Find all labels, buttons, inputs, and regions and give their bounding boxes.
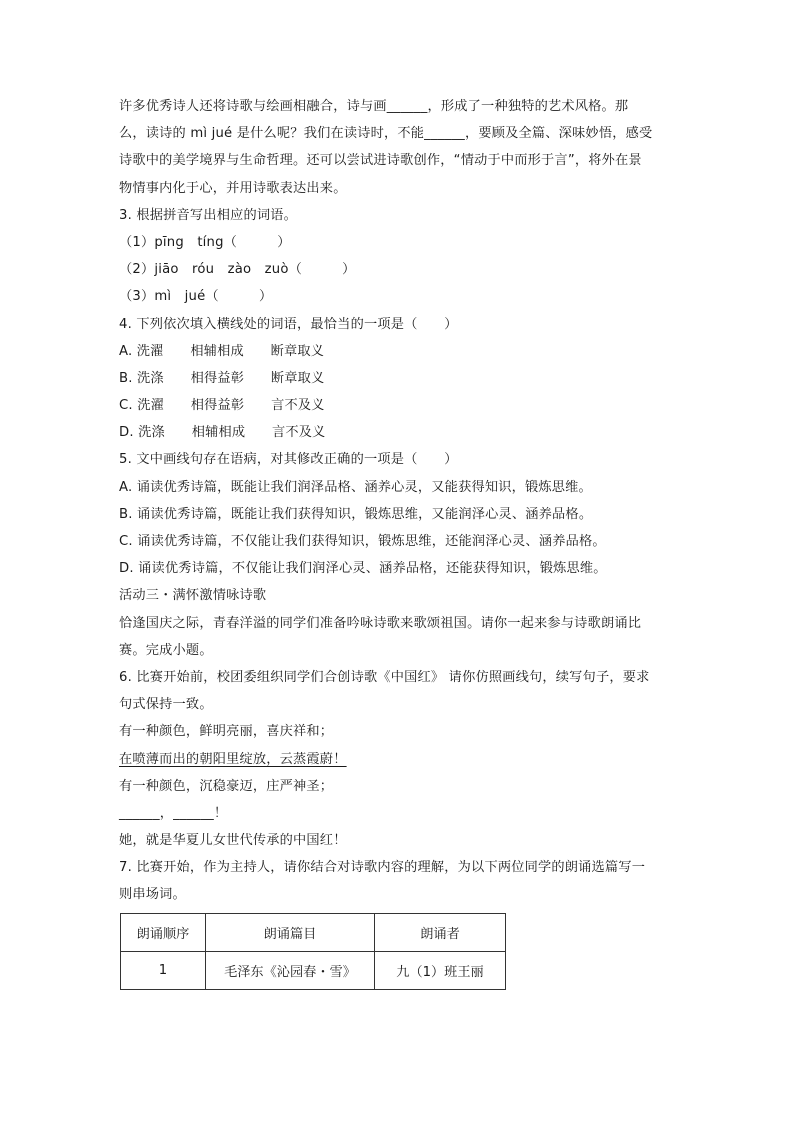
question-5-title: 5. 文中画线句存在语病，对其修改正确的一项是（ ） [119, 452, 458, 468]
question-5-option-b: B. 诵读优秀诗篇，既能让我们获得知识，锻炼思维，又能润泽心灵、涵养品格。 [119, 506, 593, 522]
table-cell: 九（1）班王丽 [375, 952, 506, 990]
question-3-item-1: （1）pīng tíng（ ） [119, 234, 291, 250]
poem-line: 有一种颜色，沉稳豪迈，庄严神圣； [119, 778, 334, 794]
recitation-table [120, 913, 506, 990]
table-header: 朗诵者 [375, 914, 506, 952]
document-body [119, 93, 679, 909]
poem-blank-line: ______，______！ [119, 805, 228, 821]
table-header: 朗诵顺序 [121, 914, 206, 952]
poem-line: 她，就是华夏儿女世代传承的中国红！ [119, 833, 347, 849]
text-line: 赛。完成小题。 [119, 642, 213, 658]
question-5-option-d: D. 诵读优秀诗篇，不仅能让我们润泽心灵、涵养品格，还能获得知识，锻炼思维。 [119, 561, 607, 577]
table-cell: 毛泽东《沁园春・雪》 [206, 952, 375, 990]
question-4-option-b: B. 洗涤 相得益彰 断章取义 [119, 370, 325, 386]
text-line: 么，读诗的 mì jué 是什么呢？我们在读诗时，不能______，要顾及全篇、深味妙悟，感受 [119, 126, 653, 142]
text-line: 恰逢国庆之际，青春洋溢的同学们准备吟咏诗歌来歌颂祖国。请你一起来参与诗歌朗诵比 [119, 615, 642, 631]
poem-line: 有一种颜色，鲜明亮丽，喜庆祥和； [119, 724, 334, 740]
question-3-item-2: （2）jiāo róu zào zuò（ ） [119, 262, 356, 278]
table-header-row [121, 914, 506, 952]
question-4-option-a: A. 洗濯 相辅相成 断章取义 [119, 343, 325, 359]
table-cell: 1 [121, 952, 206, 990]
question-6-title: 6. 比赛开始前，校团委组织同学们合创诗歌《中国红》 请你仿照画线句，续写句子，要求 [119, 669, 650, 685]
question-4-option-c: C. 洗濯 相得益彰 言不及义 [119, 398, 325, 414]
question-4-title: 4. 下列依次填入横线处的词语，最恰当的一项是（ ） [119, 316, 458, 332]
poem-underlined-line: 在喷薄而出的朝阳里绽放，云蒸霞蔚！ [119, 751, 347, 767]
text-line: 诗歌中的美学境界与生命哲理。还可以尝试进诗歌创作，“情动于中而形于言”，将外在景 [119, 153, 642, 169]
question-3-title: 3. 根据拼音写出相应的词语。 [119, 207, 298, 223]
table-row [121, 952, 506, 990]
text-line: 物情事内化于心，并用诗歌表达出来。 [119, 180, 347, 196]
question-5-option-c: C. 诵读优秀诗篇，不仅能让我们获得知识，锻炼思维，还能润泽心灵、涵养品格。 [119, 534, 606, 549]
text-line: 则串场词。 [119, 887, 186, 903]
question-4-option-d: D. 洗涤 相辅相成 言不及义 [119, 425, 326, 441]
question-5-option-a: A. 诵读优秀诗篇，既能让我们润泽品格、涵养心灵，又能获得知识，锻炼思维。 [119, 479, 592, 495]
text-line: 句式保持一致。 [119, 697, 213, 713]
table-header: 朗诵篇目 [206, 914, 375, 952]
question-7-title: 7. 比赛开始，作为主持人，请你结合对诗歌内容的理解，为以下两位同学的朗诵选篇写一 [119, 860, 646, 876]
question-3-item-3: （3）mì jué（ ） [119, 289, 273, 305]
text-line: 许多优秀诗人还将诗歌与绘画相融合，诗与画______，形成了一种独特的艺术风格。那 [119, 99, 629, 114]
activity-3-heading: 活动三・满怀激情咏诗歌 [119, 588, 267, 604]
